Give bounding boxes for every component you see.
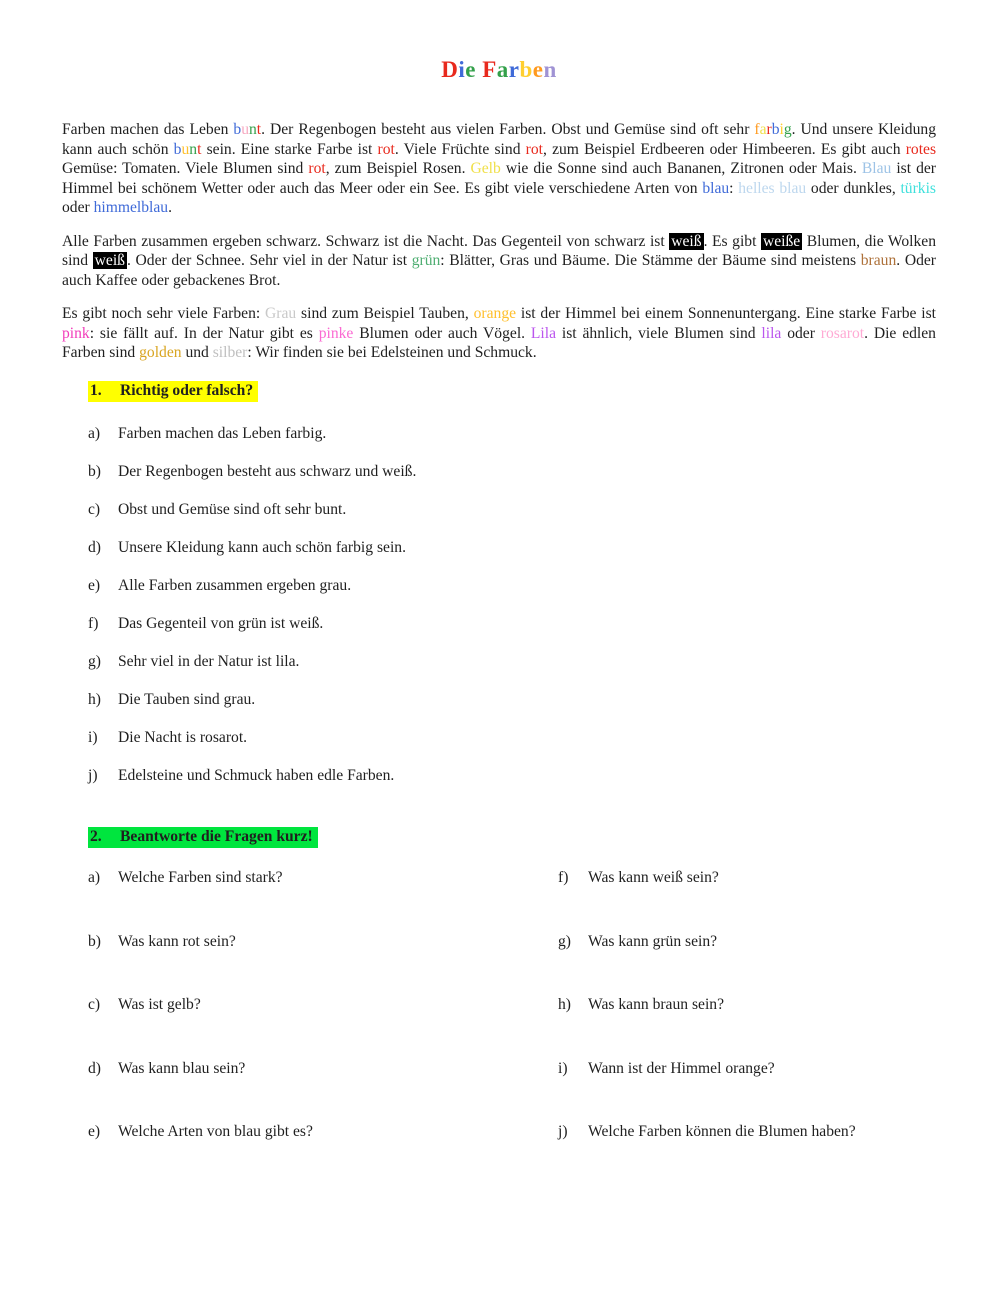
item-text: Welche Farben können die Blumen haben? xyxy=(588,1123,856,1140)
exercise1-item-i xyxy=(88,728,936,748)
item-letter: c) xyxy=(88,996,101,1013)
item-letter: g) xyxy=(88,652,101,670)
exercise1-heading-label: Richtig oder falsch? xyxy=(120,381,254,399)
item-text: Was kann rot sein? xyxy=(118,932,236,950)
exercise1-item-c xyxy=(88,500,936,520)
exercise2-number: 2. xyxy=(90,828,102,845)
exercise2-left-column xyxy=(88,868,558,1186)
item-text: Unsere Kleidung kann auch schön farbig sein. xyxy=(118,538,406,556)
item-letter: i) xyxy=(88,728,98,746)
intro-paragraph-colors: Farben machen das Leben bunt. Der Regenbogen besteht aus vielen Farben. Obst und Gemüse sind oft sehr farbig. Und unsere Kleidung kann auch schön bunt sein. Eine starke Farbe ist rot. Viele Früchte sind rot, zum Beispiel Erdbeeren oder Himbeeren. Es gibt auch rotes Gemüse: Tomaten. Viele Blumen sind rot, zum Beispiel Rosen. Gelb wie die Sonne sind auch Bananen, Zitronen oder Mais. Blau ist der Himmel bei schönem Wetter oder auch das Meer oder ein See. Es gibt viele verschiedene Arten von blau: helles blau oder dunkles, türkis oder himmelblau. xyxy=(62,121,937,216)
exercise1-item-h xyxy=(88,690,936,710)
item-text: Was kann weiß sein? xyxy=(588,869,719,886)
exercise1-item-f xyxy=(88,614,936,634)
item-letter: e) xyxy=(88,1123,101,1140)
exercise2-item-h xyxy=(558,995,936,1015)
exercise2-heading xyxy=(88,827,936,848)
item-letter: g) xyxy=(558,932,571,950)
item-letter: f) xyxy=(558,869,569,886)
exercise2-item-g xyxy=(558,932,936,952)
item-letter: d) xyxy=(88,538,101,556)
item-text: Die Nacht is rosarot. xyxy=(118,728,248,746)
paragraph-black-white-green: Alle Farben zusammen ergeben schwarz. Schwarz ist die Nacht. Das Gegenteil von schwarz ist weiß . Es gibt weiße Blumen, die Wolken sind weiß . Oder der Schnee. Sehr viel in der Natur ist grün: Blätter, Gras und Bäume. Die Stämme der Bäume sind meistens braun. Oder auch Kaffee oder gebackenes Brot. xyxy=(62,232,937,289)
item-text: Wann ist der Himmel orange? xyxy=(588,1059,775,1077)
exercise1-number: 1. xyxy=(90,381,102,399)
item-letter: j) xyxy=(88,766,98,784)
item-letter: f) xyxy=(88,614,99,632)
exercise2-item-c xyxy=(88,995,558,1015)
item-letter: h) xyxy=(88,690,101,708)
item-text: Das Gegenteil von grün ist weiß. xyxy=(118,614,324,632)
item-letter: i) xyxy=(558,1059,568,1077)
exercise2-item-i xyxy=(558,1059,936,1079)
exercise1-item-g xyxy=(88,652,936,672)
item-letter: a) xyxy=(88,424,101,442)
item-text: Was kann braun sein? xyxy=(588,996,725,1013)
exercise2-heading-label: Beantworte die Fragen kurz! xyxy=(120,828,313,845)
item-letter: c) xyxy=(88,500,101,518)
item-text: Farben machen das Leben farbig. xyxy=(118,424,327,442)
exercise1-heading xyxy=(88,381,936,402)
exercise2-item-b xyxy=(88,932,558,952)
exercise2-item-d xyxy=(88,1059,558,1079)
exercise1-item-j xyxy=(88,766,936,786)
item-letter: j) xyxy=(558,1123,568,1140)
item-text: Alle Farben zusammen ergeben grau. xyxy=(118,576,352,594)
item-text: Welche Arten von blau gibt es? xyxy=(118,1123,313,1140)
exercise2-heading-highlight xyxy=(88,827,318,848)
page-title: Die Farben xyxy=(441,57,557,82)
exercise1-heading-highlight xyxy=(88,381,258,402)
item-text: Was ist gelb? xyxy=(118,996,201,1013)
item-letter: h) xyxy=(558,996,571,1013)
item-text: Die Tauben sind grau. xyxy=(118,690,256,708)
paragraph-more-colors: Es gibt noch sehr viele Farben: Grau sind zum Beispiel Tauben, orange ist der Himmel bei einem Sonnenuntergang. Eine starke Farbe ist pink: sie fällt auf. In der Natur gibt es pinke Blumen oder auch Vögel. Lila ist ähnlich, viele Blumen sind lila oder rosarot. Die edlen Farben sind golden und silber: Wir finden sie bei Edelsteinen und Schmuck. xyxy=(62,305,937,361)
item-text: Was kann grün sein? xyxy=(588,932,718,950)
exercise1-item-b xyxy=(88,462,936,482)
exercise2-questions xyxy=(88,868,936,1186)
item-text: Sehr viel in der Natur ist lila. xyxy=(118,652,300,670)
item-letter: d) xyxy=(88,1059,101,1077)
exercise1-item-list xyxy=(88,424,936,786)
exercise1-item-d xyxy=(88,538,936,558)
item-letter: b) xyxy=(88,462,101,480)
item-text: Edelsteine und Schmuck haben edle Farben. xyxy=(118,766,395,784)
exercise2-item-f xyxy=(558,868,936,888)
item-letter: b) xyxy=(88,932,101,950)
item-text: Der Regenbogen besteht aus schwarz und weiß. xyxy=(118,462,417,480)
exercise2-item-a xyxy=(88,868,558,888)
exercise2-item-j xyxy=(558,1122,936,1142)
exercise1-item-a xyxy=(88,424,936,444)
item-text: Welche Farben sind stark? xyxy=(118,869,283,886)
exercise2-item-e xyxy=(88,1122,558,1142)
exercise1-item-e xyxy=(88,576,936,596)
exercise2-right-column xyxy=(558,868,936,1186)
item-letter: a) xyxy=(88,869,101,886)
item-text: Obst und Gemüse sind oft sehr bunt. xyxy=(118,500,347,518)
item-letter: e) xyxy=(88,576,101,594)
item-text: Was kann blau sein? xyxy=(118,1059,246,1077)
